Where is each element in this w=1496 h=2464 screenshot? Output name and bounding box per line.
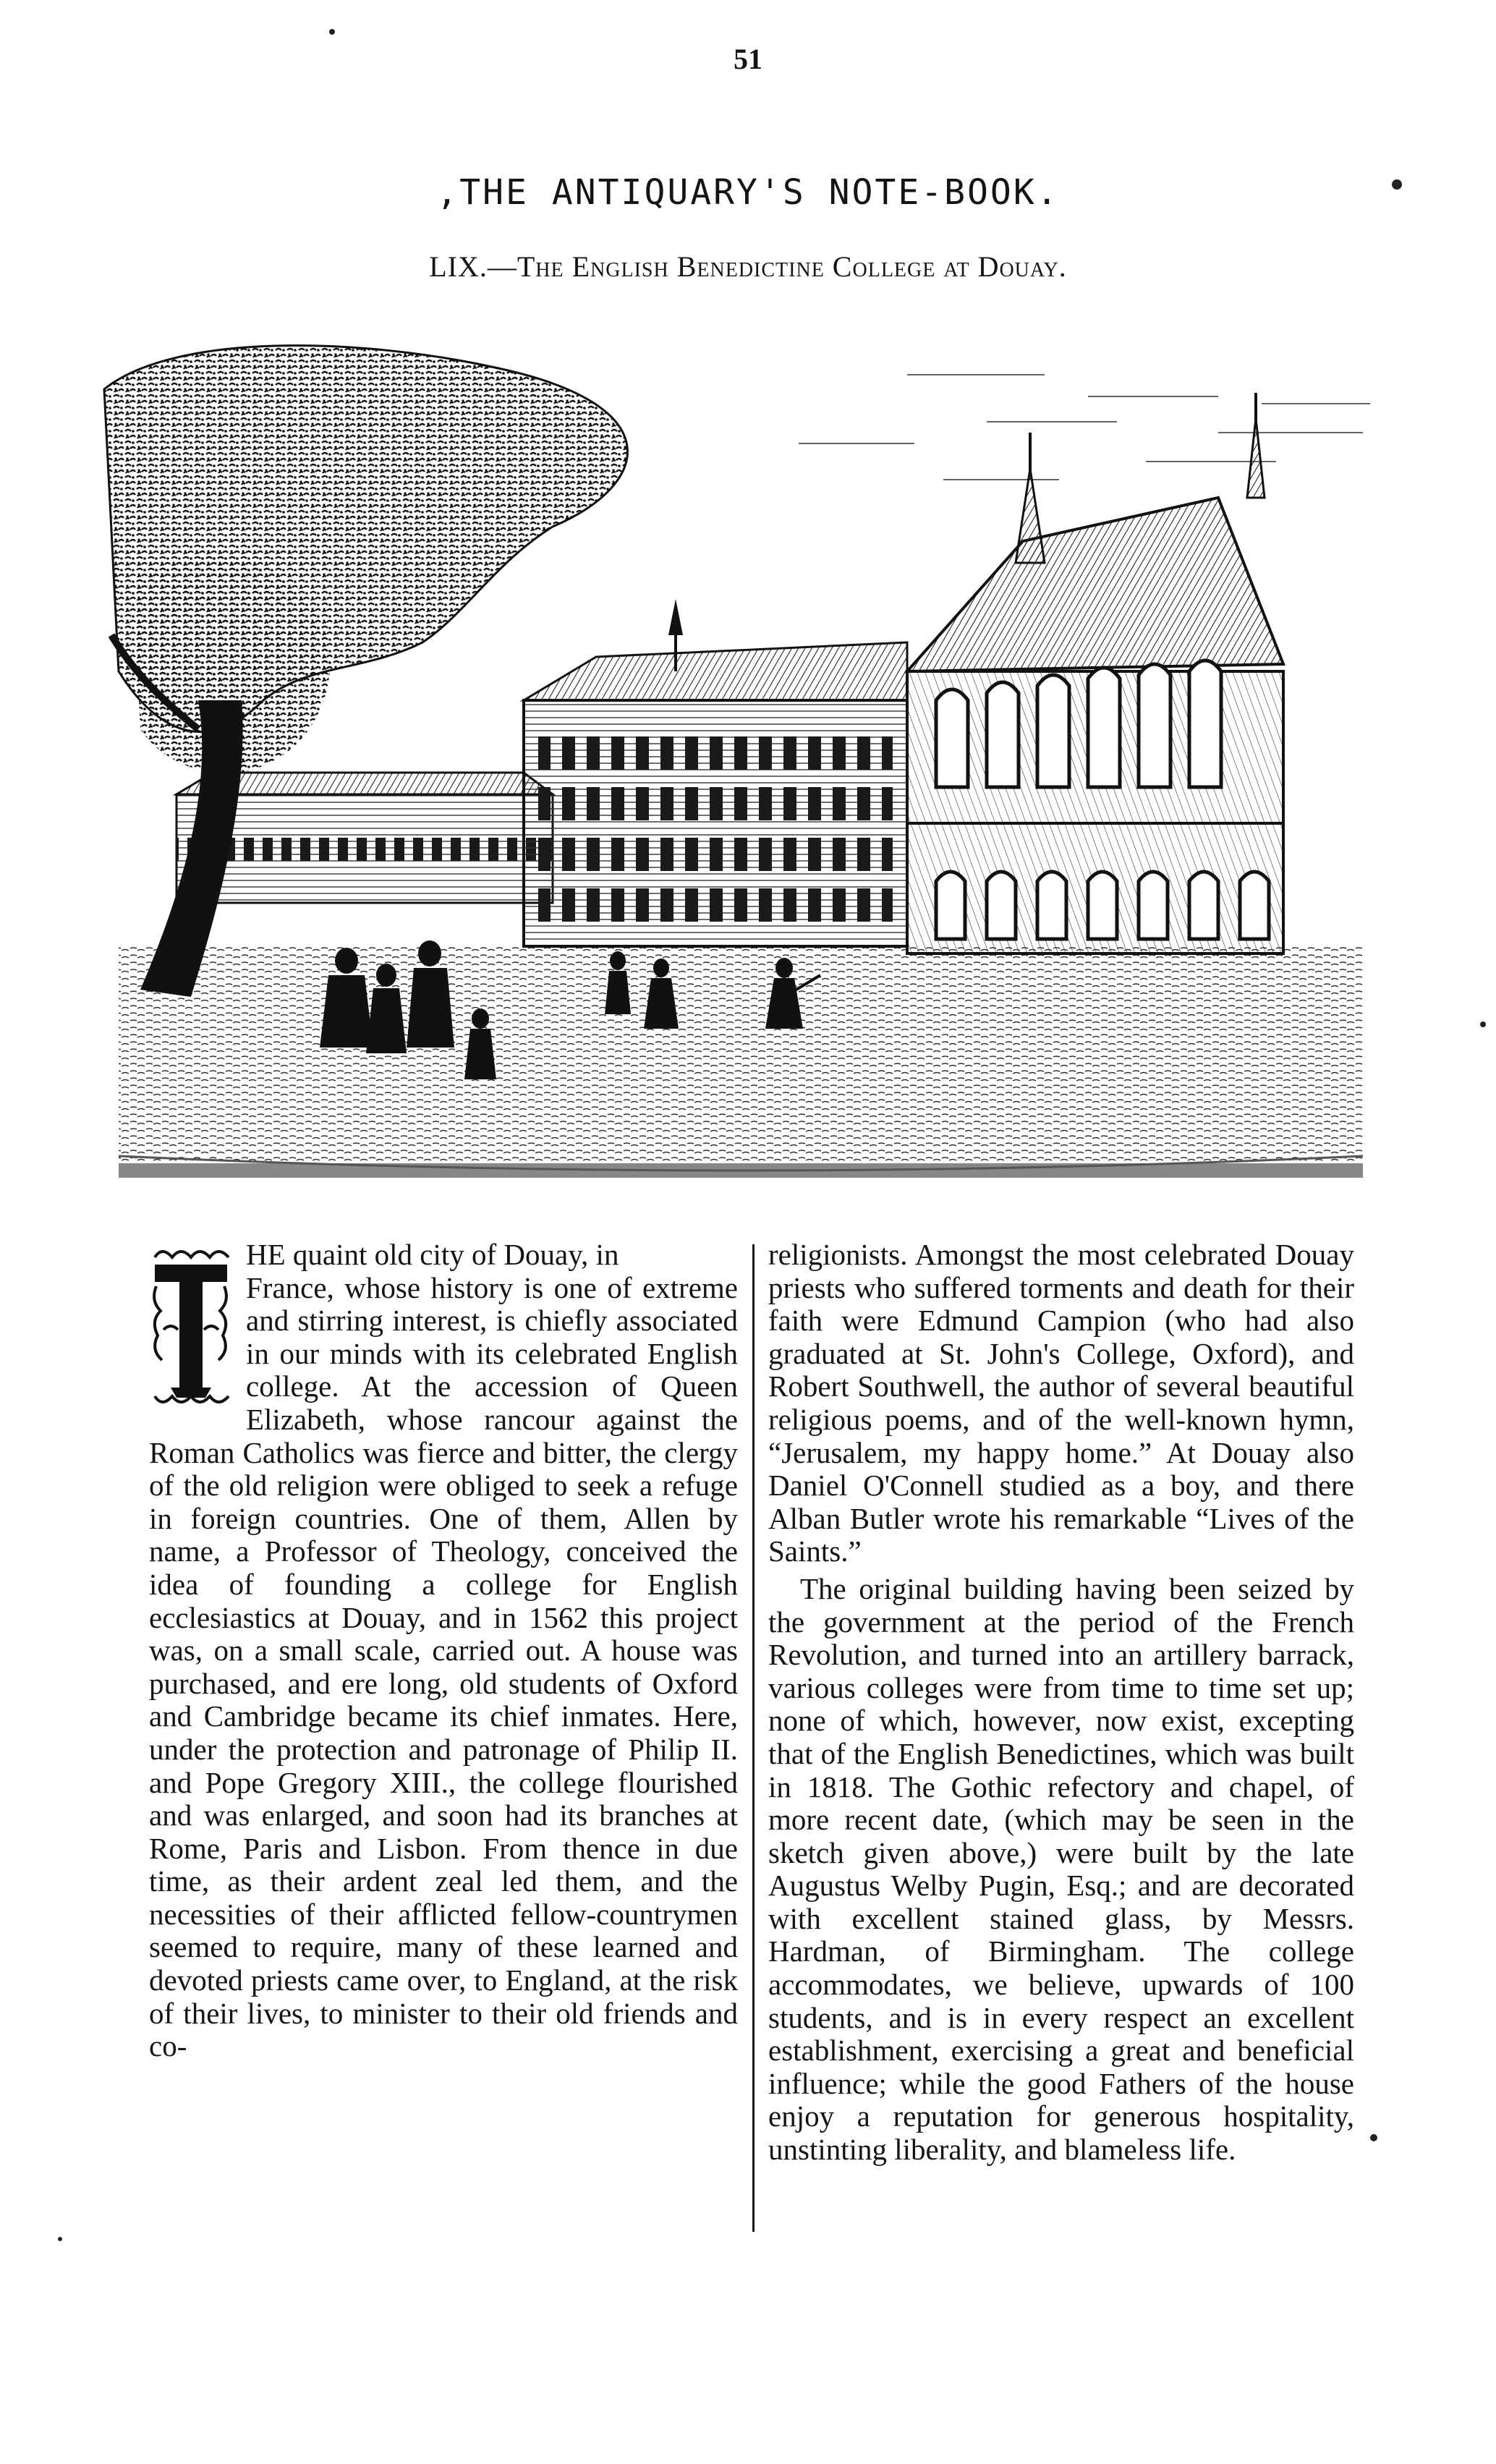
article-first-line: HE quaint old city of Douay, in — [246, 1238, 619, 1271]
print-speck — [1480, 1021, 1486, 1027]
article-paragraph: The original building having been seized by the government at the period of the French Revolution, and turned into an artillery barrack, various colleges were from time to time set up; none of which, however, now exist, excepting that of the English Benedictines, which was built in 1818. The Gothic refectory and chapel, of more recent date, (which may be seen in the sketch given above,) were built by the late Augustus Welby Pugin, Esq.; and are decorated with excellent stained glass, by Messrs. Hardman, of Birmingham. The college accommodates, we believe, upwards of 100 students, and is in every respect an excellent establishment, exercising a great and beneficial influence; while the good Fathers of the house enjoy a reputation for generous hospitality, unstinting liberality, and blameless life. — [768, 1571, 1354, 2167]
engraving-college-douay-icon — [90, 324, 1377, 1178]
article-paragraph: France, whose history is one of extreme and stirring interest, is chiefly associated in our minds with its celebrated English college. At the accession of Queen Elizabeth, whose rancour against the Roman Catholics was fierce and bitter, the clergy of the old religion were obliged to seek a refuge in foreign countries. One of them, Allen by name, a Professor of Theology, conceived the idea of founding a college for English ecclesiastics at Douay, and in 1562 this project was, on a small scale, carried out. A house was purchased, and ere long, old students of Oxford and Cambridge became its chief inmates. Here, under the protection and patronage of Philip II. and Pope Gregory XIII., the college flourished and was enlarged, and soon had its branches at Rome, Paris and Lisbon. From thence in due time, as their ardent zeal led them, and the necessities of their afflicted fellow-countrymen seemed to require, many of these learned and devoted priests came over, to England, at the risk of their lives, to minister to their old friends and co- — [149, 1270, 738, 2063]
article-left-column — [149, 1239, 738, 2063]
print-speck — [58, 2237, 62, 2241]
drop-cap-icon — [149, 1243, 233, 1411]
article-right-column — [768, 1239, 1354, 2167]
print-speck — [1392, 179, 1402, 190]
column-divider — [752, 1244, 755, 2232]
college-engraving — [90, 324, 1377, 1178]
article-paragraph: religionists. Amongst the most celebrated Douay priests who suffered torments and death for their faith were Edmund Campion (who had also graduated at St. John's College, Oxford), and Robert Southwell, the author of several beautiful religious poems, and of the well-known hymn, “Jerusalem, my happy home.” At Douay also Daniel O'Connell studied as a boy, and there Alban Butler wrote his remarkable “Lives of the Saints.” — [768, 1238, 1354, 1568]
print-speck — [1370, 2134, 1377, 2141]
print-speck — [329, 29, 335, 35]
article-subtitle: LIX.—The English Benedictine College at Douay. — [429, 250, 1067, 283]
page-number: 51 — [734, 43, 762, 75]
page-title: ,THE ANTIQUARY'S NOTE-BOOK. — [436, 172, 1060, 213]
